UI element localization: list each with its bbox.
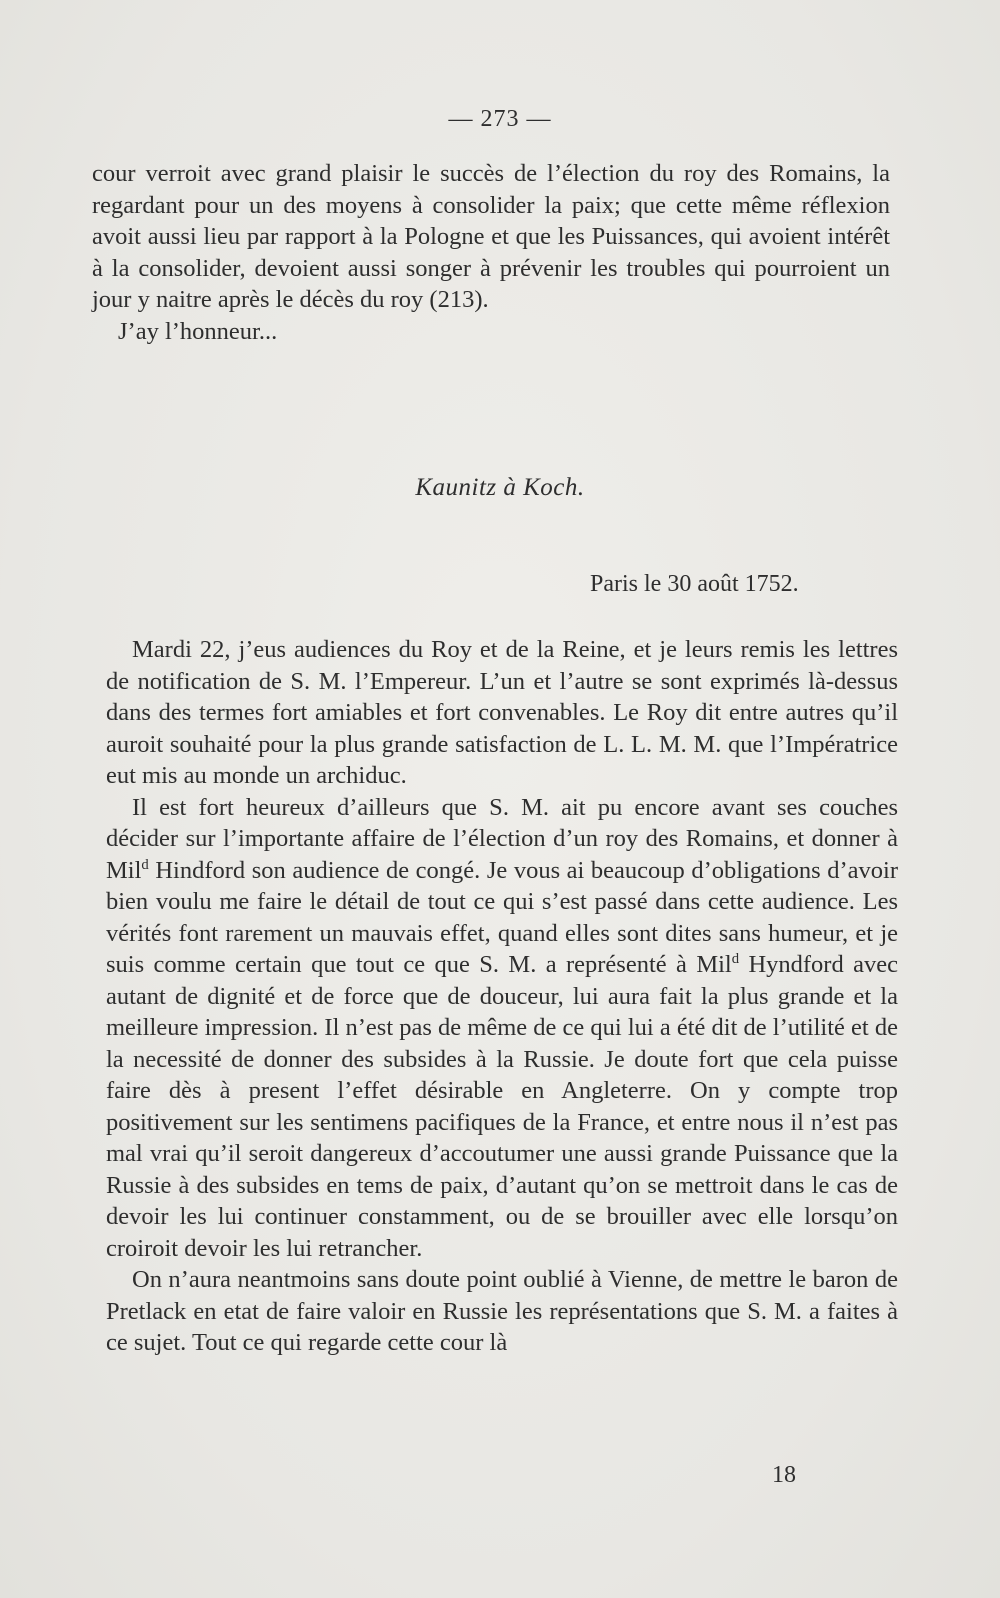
letter-body	[106, 634, 898, 1359]
letter-heading: Kaunitz à Koch.	[415, 474, 585, 501]
paragraph-text: Hyndford avec autant de dignité et de force que de douceur, lui aura fait la plus grande et la meilleure impression. Il n’est pas de même de ce qui lui a été dit de l’utilité et de la necessité de donner des subsides à la Russie. Je doute fort que cela puisse faire dès à present l’effet désirable en Angleterre. On y compte trop positivement sur les sentimens pacifiques de la France, et entre nous il n’est pas mal vrai qu’il seroit dangereux d’accoutumer une aussi grande Puissance que la Russie à des subsides en tems de paix, d’autant qu’on se mettroit dans le cas de devoir les lui continuer constamment, ou de se brouiller avec elle lorsqu’on croiroit devoir les lui retrancher.	[106, 951, 898, 1262]
paragraph: cour verroit avec grand plaisir le succès de l’élection du roy des Romains, la regardant pour un des moyens à consolider la paix; que cette même réflexion avoit aussi lieu par rapport à la Pologne et que les Puissances, qui avoient intérêt à la consolider, devoient aussi songer à prévenir les troubles qui pourroient un jour y naitre après le décès du roy (213).	[92, 160, 890, 313]
paragraph-text: Hindford son audience de congé. Je vous ai beaucoup d’obligations d’avoir bien voulu me faire le détail de tout ce qui s’est passé dans cette audience. Les vérités font rarement un mauvais effet, quand elles sont dites sans humeur, et je suis comme certain que tout ce que S. M. a représenté à Mil	[106, 856, 898, 978]
paragraph: Mardi 22, j’eus audiences du Roy et de la Reine, et je leurs remis les lettres de notification de S. M. l’Empereur. L’un et l’autre se sont exprimés là-dessus dans des termes fort amiables et fort convenables. Le Roy dit entre autres qu’il auroit souhaité pour la plus grande satisfaction de L. L. M. M. que l’Impératrice eut mis au monde un archiduc.	[106, 636, 898, 789]
letter-continuation	[92, 158, 890, 347]
dateline: Paris le 30 août 1752.	[590, 571, 799, 597]
signature-mark: 18	[772, 1462, 796, 1488]
closing-line: J’ay l’honneur...	[118, 317, 278, 345]
paragraph-text: Il est fort heureux d’ailleurs que S. M. ait pu encore avant ses couches décider sur l’importante affaire de l’élection d’un roy des Romains, et donner à Mil	[106, 793, 898, 884]
superscript: d	[731, 951, 740, 968]
paragraph	[106, 792, 898, 1265]
page-number: — 273 —	[448, 106, 552, 132]
paragraph: On n’aura neantmoins sans doute point oublié à Vienne, de mettre le baron de Pretlack en etat de faire valoir en Russie les représentations que S. M. a faites à ce sujet. Tout ce qui regarde cette cour là	[106, 1266, 898, 1356]
superscript: d	[141, 856, 149, 873]
